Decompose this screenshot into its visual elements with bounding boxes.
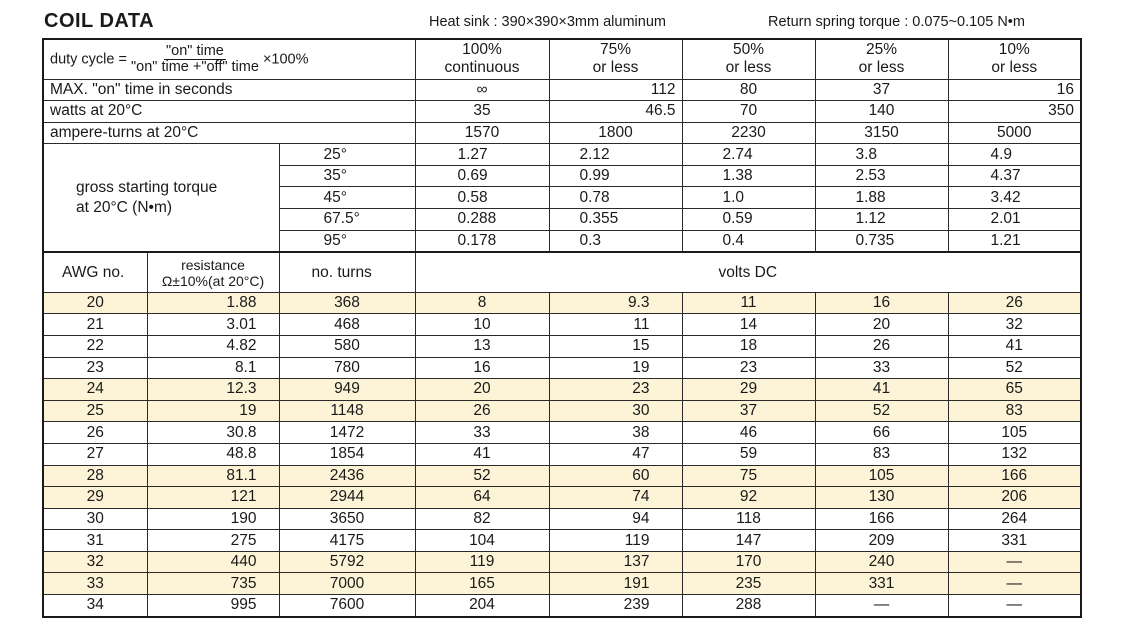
volts-cell: 60 (549, 465, 682, 487)
heat-sink-note: Heat sink : 390×390×3mm aluminum (429, 14, 666, 30)
volts-cell: 41 (415, 443, 549, 465)
awg-cell: 28 (43, 465, 147, 487)
duty-denominator: "on" time +"off" time (131, 58, 259, 75)
volts-cell: 191 (549, 573, 682, 595)
awg-cell: 33 (43, 573, 147, 595)
resistance-header: resistance Ω±10%(at 20°C) (147, 252, 279, 292)
awg-cell: 32 (43, 551, 147, 573)
max-on-row (43, 79, 1081, 101)
torque-value: 1.21 (948, 230, 1081, 252)
ampere-turns-label: ampere-turns at 20°C (43, 122, 415, 144)
coil-data-table (42, 38, 1082, 618)
table-row (43, 530, 1081, 552)
volts-cell: 16 (815, 292, 948, 314)
ampere-turns-value: 1570 (415, 122, 549, 144)
volts-cell: 26 (815, 335, 948, 357)
volts-cell: 132 (948, 443, 1081, 465)
torque-value: 1.0 (682, 187, 815, 209)
turns-cell: 7600 (279, 595, 415, 617)
volts-cell: 288 (682, 595, 815, 617)
volts-cell: 74 (549, 487, 682, 509)
volts-cell: — (815, 595, 948, 617)
turns-cell: 2436 (279, 465, 415, 487)
resistance-cell: 12.3 (147, 379, 279, 401)
turns-cell: 368 (279, 292, 415, 314)
volts-cell: 83 (948, 400, 1081, 422)
resistance-cell: 275 (147, 530, 279, 552)
torque-angle: 35° (279, 165, 415, 187)
volts-cell: 20 (815, 314, 948, 336)
volts-cell: 30 (549, 400, 682, 422)
volts-cell: 92 (682, 487, 815, 509)
awg-cell: 20 (43, 292, 147, 314)
awg-cell: 21 (43, 314, 147, 336)
volts-cell: 20 (415, 379, 549, 401)
volts-cell: 105 (815, 465, 948, 487)
volts-cell: 83 (815, 443, 948, 465)
awg-cell: 26 (43, 422, 147, 444)
resistance-cell: 4.82 (147, 335, 279, 357)
volts-cell: 10 (415, 314, 549, 336)
torque-value: 0.735 (815, 230, 948, 252)
watts-value: 46.5 (549, 101, 682, 123)
turns-cell: 2944 (279, 487, 415, 509)
resistance-cell: 19 (147, 400, 279, 422)
volts-cell: 29 (682, 379, 815, 401)
torque-value: 2.53 (815, 165, 948, 187)
torque-value: 0.99 (549, 165, 682, 187)
awg-cell: 30 (43, 508, 147, 530)
volts-cell: 206 (948, 487, 1081, 509)
max-on-value: ∞ (415, 79, 549, 101)
volts-cell: 65 (948, 379, 1081, 401)
volts-cell: 46 (682, 422, 815, 444)
volts-cell: 59 (682, 443, 815, 465)
resistance-cell: 3.01 (147, 314, 279, 336)
volts-cell: 15 (549, 335, 682, 357)
volts-cell: 8 (415, 292, 549, 314)
torque-value: 3.8 (815, 144, 948, 166)
torque-value: 0.78 (549, 187, 682, 209)
watts-row (43, 101, 1081, 123)
watts-label: watts at 20°C (43, 101, 415, 123)
volts-cell: 104 (415, 530, 549, 552)
table-row (43, 422, 1081, 444)
torque-value: 0.355 (549, 209, 682, 231)
table-row (43, 465, 1081, 487)
volts-cell: 9.3 (549, 292, 682, 314)
table-row (43, 595, 1081, 617)
coil-header-row (43, 252, 1081, 292)
volts-cell: 47 (549, 443, 682, 465)
volts-cell: 264 (948, 508, 1081, 530)
volts-cell: 11 (549, 314, 682, 336)
table-row (43, 357, 1081, 379)
volts-cell: 240 (815, 551, 948, 573)
return-spring-note: Return spring torque : 0.075~0.105 N•m (768, 14, 1025, 30)
max-on-value: 112 (549, 79, 682, 101)
table-row (43, 487, 1081, 509)
table-row (43, 573, 1081, 595)
table-row (43, 443, 1081, 465)
resistance-cell: 995 (147, 595, 279, 617)
duty-col-75: 75% or less (549, 39, 682, 79)
volts-cell: 52 (815, 400, 948, 422)
max-on-label: MAX. "on" time in seconds (43, 79, 415, 101)
torque-value: 0.58 (415, 187, 549, 209)
resistance-cell: 30.8 (147, 422, 279, 444)
turns-header: no. turns (279, 252, 415, 292)
volts-cell: 41 (815, 379, 948, 401)
volts-cell: 19 (549, 357, 682, 379)
torque-angle: 67.5° (279, 209, 415, 231)
watts-value: 35 (415, 101, 549, 123)
turns-cell: 3650 (279, 508, 415, 530)
torque-label: gross starting torque at 20°C (N•m) (43, 144, 279, 252)
volts-cell: 52 (415, 465, 549, 487)
duty-cycle-suffix: ×100% (262, 51, 309, 68)
torque-value: 1.27 (415, 144, 549, 166)
torque-angle: 25° (279, 144, 415, 166)
volts-cell: 137 (549, 551, 682, 573)
volts-cell: 119 (549, 530, 682, 552)
resistance-cell: 440 (147, 551, 279, 573)
volts-cell: 105 (948, 422, 1081, 444)
volts-cell: 16 (415, 357, 549, 379)
torque-value: 0.69 (415, 165, 549, 187)
volts-cell: — (948, 551, 1081, 573)
ampere-turns-row (43, 122, 1081, 144)
awg-cell: 23 (43, 357, 147, 379)
volts-cell: 118 (682, 508, 815, 530)
ampere-turns-value: 2230 (682, 122, 815, 144)
ampere-turns-value: 5000 (948, 122, 1081, 144)
table-row (43, 400, 1081, 422)
max-on-value: 16 (948, 79, 1081, 101)
awg-cell: 31 (43, 530, 147, 552)
duty-numerator: "on" time (166, 42, 224, 59)
torque-value: 4.9 (948, 144, 1081, 166)
volts-cell: 52 (948, 357, 1081, 379)
ampere-turns-value: 1800 (549, 122, 682, 144)
turns-cell: 1854 (279, 443, 415, 465)
volts-cell: 166 (948, 465, 1081, 487)
duty-col-100: 100% continuous (415, 39, 549, 79)
torque-value: 1.38 (682, 165, 815, 187)
volts-cell: 23 (549, 379, 682, 401)
table-row (43, 335, 1081, 357)
ampere-turns-value: 3150 (815, 122, 948, 144)
volts-cell: 239 (549, 595, 682, 617)
awg-header: AWG no. (43, 252, 147, 292)
table-row (43, 508, 1081, 530)
volts-cell: — (948, 595, 1081, 617)
torque-value: 4.37 (948, 165, 1081, 187)
duty-col-10: 10% or less (948, 39, 1081, 79)
awg-cell: 34 (43, 595, 147, 617)
volts-cell: 75 (682, 465, 815, 487)
torque-value: 3.42 (948, 187, 1081, 209)
duty-col-50: 50% or less (682, 39, 815, 79)
turns-cell: 1472 (279, 422, 415, 444)
volts-header: volts DC (415, 252, 1081, 292)
torque-angle: 45° (279, 187, 415, 209)
torque-value: 1.12 (815, 209, 948, 231)
torque-value: 2.12 (549, 144, 682, 166)
duty-cycle-fraction (131, 44, 259, 75)
table-row (43, 292, 1081, 314)
torque-value: 0.4 (682, 230, 815, 252)
volts-cell: 23 (682, 357, 815, 379)
volts-cell: 170 (682, 551, 815, 573)
torque-value: 2.01 (948, 209, 1081, 231)
volts-cell: 13 (415, 335, 549, 357)
torque-value: 0.59 (682, 209, 815, 231)
watts-value: 140 (815, 101, 948, 123)
resistance-cell: 81.1 (147, 465, 279, 487)
page-title: COIL DATA (44, 10, 155, 32)
turns-cell: 5792 (279, 551, 415, 573)
resistance-cell: 1.88 (147, 292, 279, 314)
volts-cell: 119 (415, 551, 549, 573)
torque-value: 0.3 (549, 230, 682, 252)
volts-cell: 37 (682, 400, 815, 422)
volts-cell: 94 (549, 508, 682, 530)
turns-cell: 468 (279, 314, 415, 336)
volts-cell: 11 (682, 292, 815, 314)
volts-cell: 26 (415, 400, 549, 422)
resistance-cell: 121 (147, 487, 279, 509)
watts-value: 350 (948, 101, 1081, 123)
torque-value: 0.288 (415, 209, 549, 231)
volts-cell: 41 (948, 335, 1081, 357)
volts-cell: 33 (815, 357, 948, 379)
table-row (43, 314, 1081, 336)
volts-cell: 26 (948, 292, 1081, 314)
turns-cell: 780 (279, 357, 415, 379)
volts-cell: 64 (415, 487, 549, 509)
volts-cell: 18 (682, 335, 815, 357)
torque-angle: 95° (279, 230, 415, 252)
awg-cell: 22 (43, 335, 147, 357)
resistance-cell: 735 (147, 573, 279, 595)
torque-value: 2.74 (682, 144, 815, 166)
volts-cell: 147 (682, 530, 815, 552)
volts-cell: 331 (815, 573, 948, 595)
volts-cell: 331 (948, 530, 1081, 552)
turns-cell: 7000 (279, 573, 415, 595)
volts-cell: 130 (815, 487, 948, 509)
duty-cycle-prefix: duty cycle = (50, 51, 127, 68)
turns-cell: 949 (279, 379, 415, 401)
volts-cell: — (948, 573, 1081, 595)
table-row (43, 551, 1081, 573)
resistance-cell: 48.8 (147, 443, 279, 465)
resistance-cell: 190 (147, 508, 279, 530)
awg-cell: 29 (43, 487, 147, 509)
awg-cell: 27 (43, 443, 147, 465)
duty-cycle-row (43, 39, 1081, 79)
table-row (43, 379, 1081, 401)
volts-cell: 165 (415, 573, 549, 595)
torque-row (43, 144, 1081, 166)
volts-cell: 209 (815, 530, 948, 552)
duty-cycle-label (43, 39, 415, 79)
volts-cell: 14 (682, 314, 815, 336)
max-on-value: 37 (815, 79, 948, 101)
volts-cell: 38 (549, 422, 682, 444)
volts-cell: 235 (682, 573, 815, 595)
torque-value: 1.88 (815, 187, 948, 209)
watts-value: 70 (682, 101, 815, 123)
turns-cell: 1148 (279, 400, 415, 422)
turns-cell: 580 (279, 335, 415, 357)
resistance-cell: 8.1 (147, 357, 279, 379)
volts-cell: 32 (948, 314, 1081, 336)
duty-col-25: 25% or less (815, 39, 948, 79)
awg-cell: 24 (43, 379, 147, 401)
torque-value: 0.178 (415, 230, 549, 252)
turns-cell: 4175 (279, 530, 415, 552)
volts-cell: 204 (415, 595, 549, 617)
volts-cell: 33 (415, 422, 549, 444)
volts-cell: 166 (815, 508, 948, 530)
volts-cell: 66 (815, 422, 948, 444)
volts-cell: 82 (415, 508, 549, 530)
awg-cell: 25 (43, 400, 147, 422)
max-on-value: 80 (682, 79, 815, 101)
